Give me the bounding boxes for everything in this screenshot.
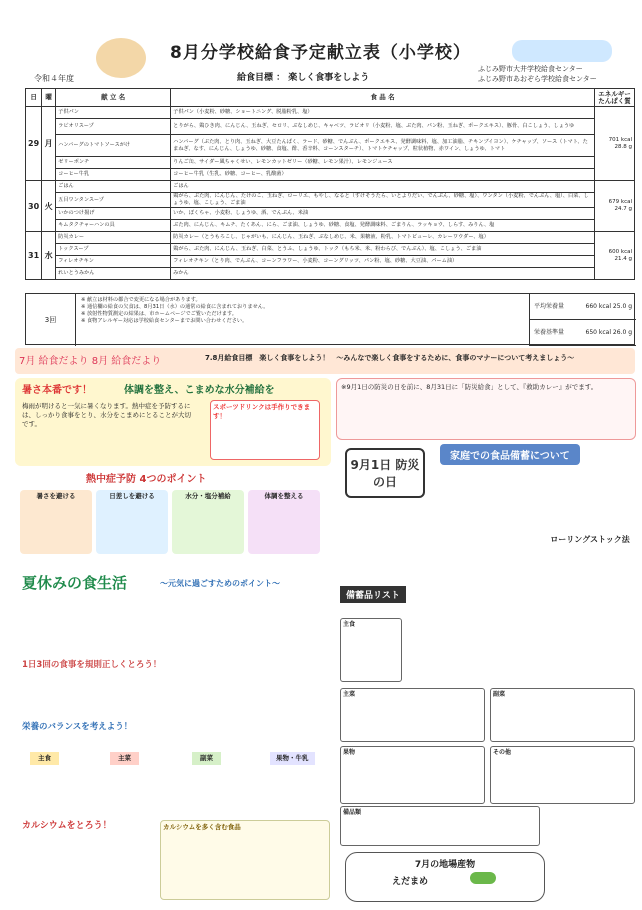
food-list: 子供パン（小麦粉、砂糖、ショートニング、脱脂粉乳、塩） — [171, 107, 595, 119]
banner-right: 7.8月給食目標 楽しく食事をしよう！ ～みんなで楽しく食事をするために、食事のマナーについて考えましょう～ — [205, 354, 575, 362]
meal-rule: 1日3回の食事を規則正しくとろう！ — [22, 660, 162, 670]
menu-table — [25, 88, 635, 280]
points-title: 熱中症予防 4つのポイント — [86, 474, 207, 485]
rolling-stock-label: ローリングストック法 — [550, 535, 630, 544]
local-title: 7月の地場産物 — [414, 860, 476, 870]
dish-name: トックスープ — [56, 244, 171, 256]
point-4: 体調を整える — [248, 490, 320, 554]
kcal-value: 701 kcal — [608, 136, 632, 143]
sports-drink-box — [210, 400, 320, 460]
table-row — [26, 256, 635, 268]
food-list: 鶏がら、ぶた肉、にんじん、玉ねぎ、白菜、とうふ、しょうゆ、トック（もち米、米、粉わらび、でんぷん）、塩、こしょう、ごま油 — [171, 244, 595, 256]
energy-cell — [595, 232, 635, 280]
note-2: ※ 通信欄の給食の欠食は、8月31日（水）の通常の給食に含まれておりません。 — [81, 304, 269, 310]
dish-name: 防災カレー — [56, 232, 171, 244]
table-row — [26, 208, 635, 220]
food-list: ごはん — [171, 181, 595, 193]
page-title: 8月分学校給食予定献立表（小学校） — [170, 43, 471, 63]
disaster-day-title: 9月1日 防災の日 — [345, 448, 425, 498]
table-row — [26, 135, 635, 157]
meal-goal: 給食目標 ： 楽しく食事をしよう — [237, 73, 370, 83]
group-side: 副菜 — [192, 752, 221, 765]
food-list: いか、ぼくちゃ、小麦粉、しょうゆ、酒、でんぷん、米油 — [171, 208, 595, 220]
table-row — [26, 107, 635, 119]
food-list: ぶた肉、にんじん、キムチ、たくあん、にら、ごま油、しょうゆ、砂糖、食塩、発酵調味料、ごまりん、ラッキョウ、しらす、みりん、塩 — [171, 220, 595, 232]
food-list: ハンバーグ（ぶた肉、とり肉、玉ねぎ、大豆たんぱく、ラード、砂糖、でんぷん、ポークエキス、発酵調味料、塩、加工油脂、チキンブイヨン）、ケチャップ、ソース（トマト、たまねぎ、なす、にんじん、しょうゆ、砂糖、食塩、酢、香辛料、コーンスターチ）、トマトケチャップ、粒状植物、赤ワイン、しょうゆ、トマト — [171, 135, 595, 157]
sports-title: スポーツドリンクは手作りできます！ — [213, 403, 311, 420]
newsletter-banner — [15, 348, 635, 374]
table-row — [26, 268, 635, 280]
food-list: 防災カレー（とうもろこし、じゃがいも、にんじん、玉ねぎ、ぶなしめじ、米、果糖液、粉乳、トマトピューレ、カレーワウダー、塩） — [171, 232, 595, 244]
dish-name: ラビオリスープ — [56, 119, 171, 135]
home-stock-title: 家庭での食品備蓄について — [440, 444, 580, 465]
weekday: 月 — [42, 107, 56, 181]
dish-name: れいとうみかん — [56, 268, 171, 280]
stock-list-title: 備蓄品リスト — [340, 586, 406, 603]
food-list: りんご缶、サイダー風ちゃくせい、レモンカットゼリー（砂糖、レモン果汁）、レモンジュース — [171, 157, 595, 169]
table-row — [26, 220, 635, 232]
protein-value: 21.4 g — [614, 255, 632, 262]
banner-left: 7月 給食だより 8月 給食だより — [19, 356, 162, 367]
kcal-value: 679 kcal — [608, 199, 632, 205]
heat-title: 暑さ本番です！ — [22, 385, 92, 396]
table-row — [26, 181, 635, 193]
center-1: ふじみ野市大井学校給食センター — [478, 65, 583, 73]
stock-main: 主菜 — [340, 688, 485, 742]
table-row — [26, 157, 635, 169]
heat-text: 梅雨が明けると一気に暑くなります。熱中症を予防するには、しっかり食事をとり、水分をこまめにとることが大切です。 — [22, 402, 191, 428]
header-energy: エネルギー たんぱく質 — [595, 89, 635, 107]
food-list: コーヒー牛乳（生乳、砂糖、コーヒー、乳酸菌） — [171, 169, 595, 181]
dish-name: コーヒー牛乳 — [56, 169, 171, 181]
calcium-title: カルシウムをとろう！ — [22, 821, 112, 831]
dish-name: いかのつけ揚げ — [56, 208, 171, 220]
header-weekday: 曜 — [42, 89, 56, 107]
avg-nutrition: 平均栄養量 660 kcal 25.0 g — [530, 294, 636, 320]
point-3: 水分・塩分補給 — [172, 490, 244, 554]
bear-illustration-icon — [96, 38, 146, 78]
dish-name: ゼリーポンチ — [56, 157, 171, 169]
dish-name: ハンバーグのトマトソースがけ — [56, 135, 171, 157]
point-1: 暑さを避ける — [20, 490, 92, 554]
dish-name: 子供パン — [56, 107, 171, 119]
std-nutrition: 栄養基準量 650 kcal 26.0 g — [530, 320, 636, 346]
day-number: 31 — [26, 232, 42, 280]
note-4: ※ 食物アレルギー対応は学校給食センターまでお問い合わせください。 — [81, 318, 248, 324]
general-count: 3回 — [26, 294, 76, 346]
group-main: 主菜 — [110, 752, 139, 765]
note-1: ※ 献立は材料の都合で変更になる場合があります。 — [81, 297, 201, 303]
table-row — [26, 193, 635, 208]
edamame-icon — [470, 872, 496, 884]
summer-title: 夏休みの食生活 — [22, 574, 128, 592]
footer-notes — [25, 293, 635, 345]
balance-title: 栄養のバランスを考えよう！ — [22, 722, 133, 732]
energy-cell — [595, 181, 635, 232]
header-day: 日 — [26, 89, 42, 107]
food-list: フィレオチキン（とり肉、でんぷん、コーンフラワー、小麦粉、コーングリッツ、パン粉、塩、砂糖、大豆油、パーム油） — [171, 256, 595, 268]
dish-name: ごはん — [56, 181, 171, 193]
table-row — [26, 169, 635, 181]
local-food: えだまめ — [392, 877, 429, 887]
food-list: 鶏がら、ぶた肉、にんじん、たけのこ、玉ねぎ、ローリエ、もやし、なると（すけそうたら、いとよりだい、でんぷん、砂糖、塩）、ワンタン（小麦粉、でんぷん、塩）、白菜、しょうゆ、塩、こしょう、ごま油 — [171, 193, 595, 208]
disaster-note-box: ※9月1日の防災の日を前に、8月31日に「防災給食」として、『救助カレー』がでます。 — [336, 378, 636, 440]
table-row — [26, 119, 635, 135]
center-names — [478, 64, 597, 84]
point-2: 日差しを避ける — [96, 490, 168, 554]
food-list: とりがら、鶏ひき肉、にんじん、玉ねぎ、セロリ、ぶなしめじ、キャベツ、ラビオリ（小麦粉、塩、ぶた肉、パン粉、玉ねぎ、ポークエキス）、豚骨、白こしょう、しょうゆ — [171, 119, 595, 135]
local-produce-box — [345, 852, 545, 902]
dish-name: 五目ワンタンスープ — [56, 193, 171, 208]
header-foods: 食 品 名 — [171, 89, 595, 107]
stock-supplies: 備品類 — [340, 806, 540, 846]
heat-subtitle: 体調を整え、こまめな水分補給を — [124, 385, 275, 396]
summer-subtitle: ～元気に過ごすためのポイント～ — [160, 579, 280, 588]
weekday: 火 — [42, 181, 56, 232]
stock-staple: 主食 — [340, 618, 402, 682]
stock-fruit: 果物 — [340, 746, 485, 804]
era-label: 令和４年度 — [34, 74, 74, 83]
day-number: 30 — [26, 181, 42, 232]
dish-name: キムタクチャーハンの具 — [56, 220, 171, 232]
stock-side: 副菜 — [490, 688, 635, 742]
weekday: 水 — [42, 232, 56, 280]
group-staple: 主食 — [30, 752, 59, 765]
food-list: みかん — [171, 268, 595, 280]
table-row — [26, 232, 635, 244]
food-groups — [20, 752, 330, 810]
day-number: 29 — [26, 107, 42, 181]
header-dish: 献 立 名 — [56, 89, 171, 107]
table-header-row — [26, 89, 635, 107]
stock-other: その他 — [490, 746, 635, 804]
dish-name: フィレオチキン — [56, 256, 171, 268]
protein-value: 24.7 g — [614, 206, 632, 212]
energy-cell — [595, 107, 635, 181]
protein-value: 28.8 g — [614, 143, 632, 150]
kcal-value: 600 kcal — [608, 248, 632, 255]
calcium-box: カルシウムを多く含む食品 — [160, 820, 330, 900]
table-row — [26, 244, 635, 256]
note-3: ※ 放射性物質測定の結果は、市ホームページでご覧いただけます。 — [81, 311, 237, 317]
boat-illustration-icon — [512, 40, 612, 62]
group-fruit-milk: 果物・牛乳 — [270, 752, 315, 765]
center-2: ふじみ野市あおぞら学校給食センター — [478, 75, 597, 83]
